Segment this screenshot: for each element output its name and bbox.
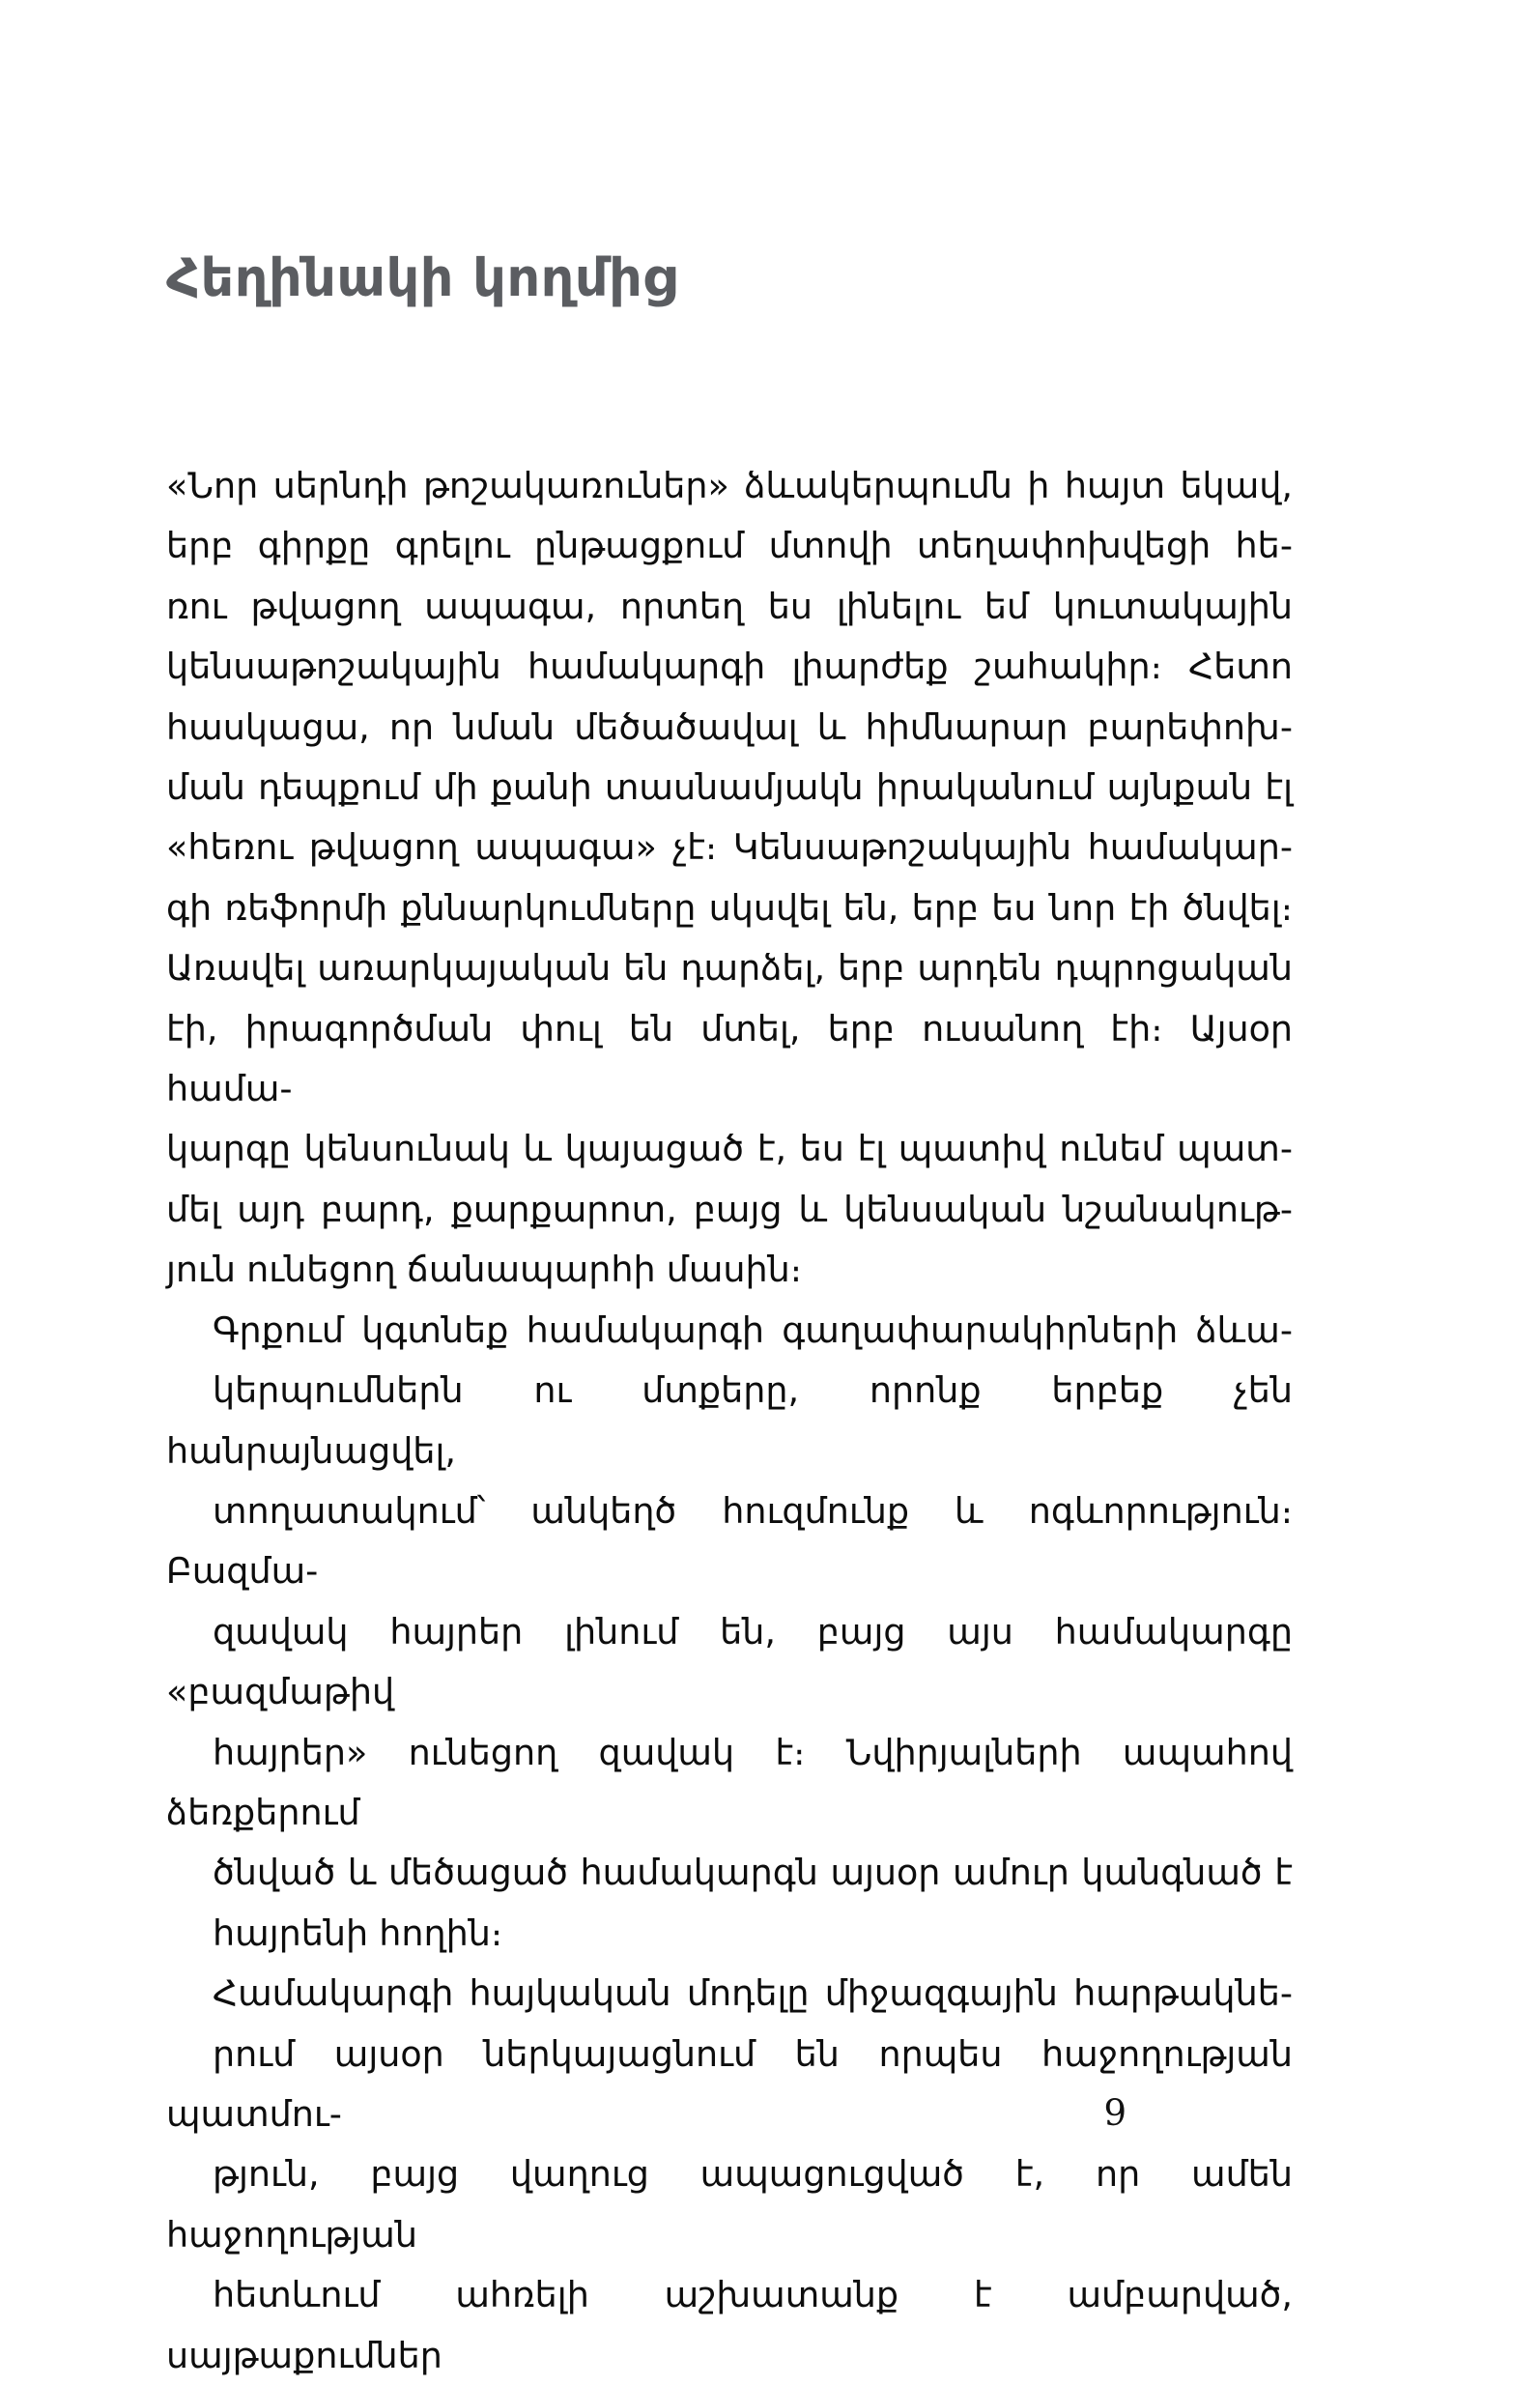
page-title: Հեղինակի կողմից (166, 247, 677, 309)
text-line: գի ռեֆորմի քննարկումները սկսվել են, երբ ես նոր էի ծնվել։ (166, 886, 1293, 929)
text-line: Գրքում կգտնեք համակարգի գաղափարակիրների ձևա- (213, 1308, 1293, 1351)
text-line: կարգը կենսունակ և կայացած է, ես էլ պատիվ ունեմ պատ- (166, 1128, 1293, 1170)
text-line: էի, իրագործման փուլ են մտել, երբ ուսանող էի։ Այսօր համա- (166, 1007, 1304, 1110)
text-line: ռու թվացող ապագա, որտեղ ես լինելու եմ կուտակային (166, 585, 1293, 627)
text-line: «Նոր սերնդի թոշակառուներ» ձևակերպումն ի հայտ եկավ, (166, 465, 1293, 506)
paragraph (166, 1964, 1304, 2386)
text-line: հետևում ահռելի աշխատանք է ամբարված, սայթաքումներ (166, 2274, 1304, 2376)
paragraph (166, 1301, 1304, 1964)
text-line: հայրեր» ունեցող զավակ է։ Նվիրյալների ապահով ձեռքերում (166, 1731, 1304, 1833)
text-line: կենսաթոշակային համակարգի լիարժեք շահակիր։ Հետո (166, 646, 1293, 688)
text-line: Համակարգի հայկական մոդելը միջազգային հարթակնե- (213, 1972, 1293, 2015)
text-line: հայրենի հողին։ (213, 1912, 503, 1954)
text-line: Առավել առարկայական են դարձել, երբ արդեն դպրոցական (166, 947, 1293, 990)
paragraph (166, 456, 1304, 1301)
text-line: րում այսօր ներկայացնում են որպես հաջողության պատմու- (166, 2032, 1304, 2135)
page-number: 9 (1103, 2092, 1126, 2134)
text-line: հասկացա, որ նման մեծածավալ և հիմնարար բարեփոխ- (166, 705, 1293, 748)
text-line: «հեռու թվացող ապագա» չէ։ Կենսաթոշակային համակար- (166, 826, 1293, 869)
text-line: տողատակում՝ անկեղծ հուզմունք և ոգևորություն։ Բազմա- (166, 1489, 1304, 1593)
text-line: մել այդ բարդ, քարքարոտ, բայց և կենսական նշանակութ- (166, 1188, 1293, 1230)
text-line: կերպումներն ու մտքերը, որոնք երբեք չեն հանրայնացվել, (166, 1369, 1304, 1472)
text-line: յուն ունեցող ճանապարհի մասին։ (166, 1249, 803, 1291)
text-line: ման դեպքում մի քանի տասնամյակն իրականում այնքան էլ (166, 766, 1293, 809)
page-content (166, 0, 1304, 2376)
text-line: ծնված և մեծացած համակարգն այսօր ամուր կանգնած է (213, 1852, 1293, 1894)
text-line: թյուն, բայց վաղուց ապացուցված է, որ ամեն հաջողության (166, 2153, 1304, 2256)
text-line: զավակ հայրեր լինում են, բայց այս համակարգը «բազմաթիվ (166, 1610, 1304, 1713)
text-line: երբ գիրքը գրելու ընթացքում մտովի տեղափոխվեցի հե- (166, 525, 1293, 567)
